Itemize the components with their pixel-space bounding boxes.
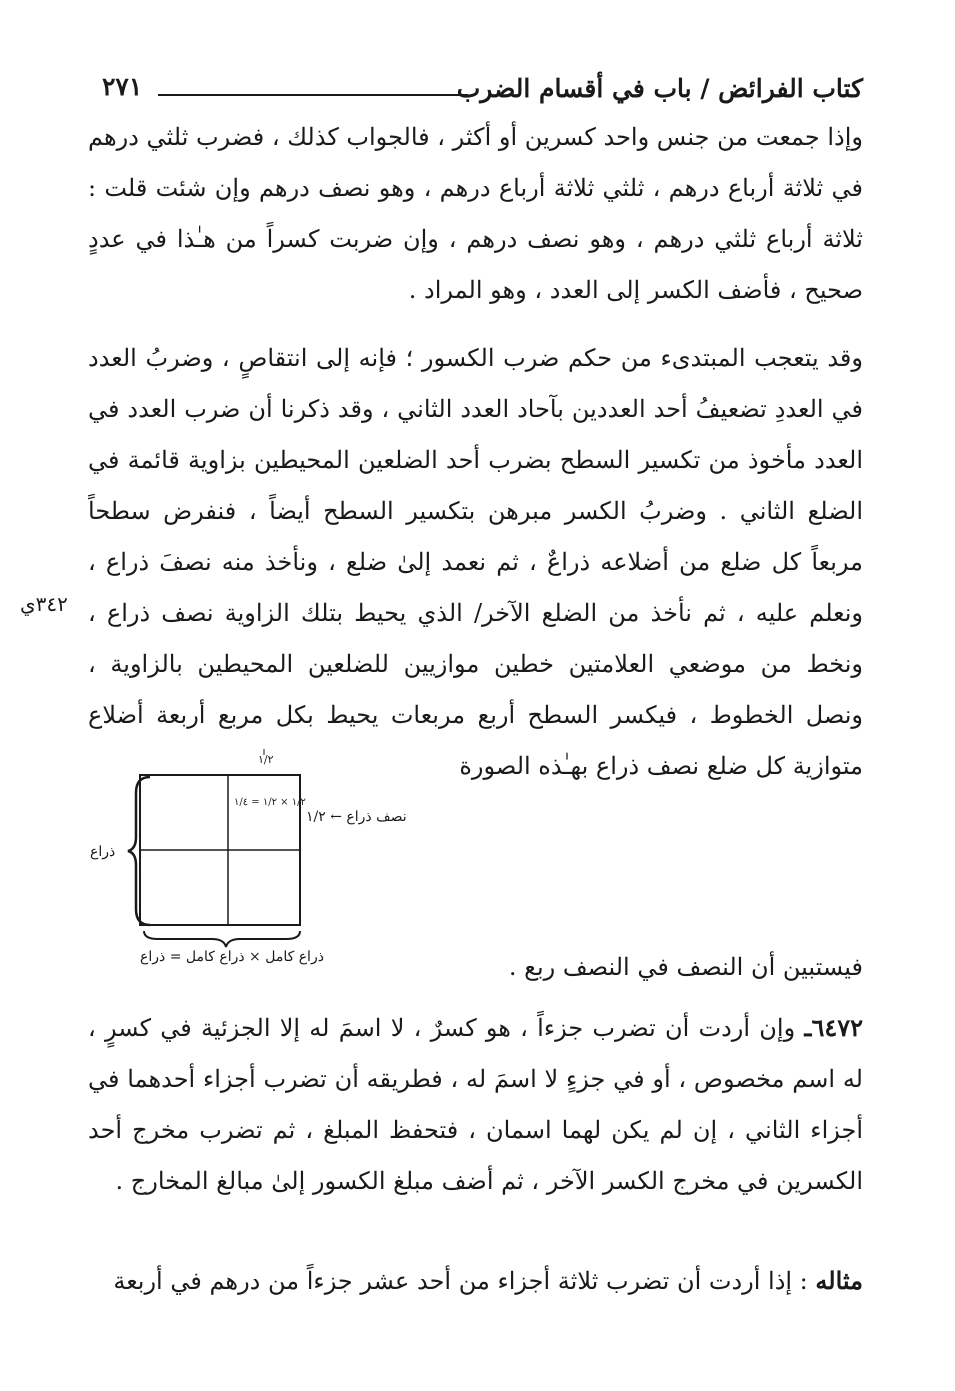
- fraction-square-diagram: [88, 745, 433, 975]
- chapter-title: كتاب الفرائض / باب في أقسام الضرب: [456, 74, 863, 103]
- paragraph-2: وقد يتعجب المبتدىء من حكم ضرب الكسور ؛ فإنه إلى انتقاصٍ ، وضربُ العدد في العددِ تضعيفُ أحد العددين بآحاد العدد الثاني ، وقد ذكرنا أن ضرب العدد في العدد مأخوذ من تكسير السطح بضرب أحد الضلعين المحيطين بزاوية قائمة في الضلع الثاني . وضربُ الكسر مبرهن بتكسير السطح أيضاً ، فنفرض سطحاً مربعاً كل ضلع من أضلاعه ذراعٌ ، ثم نعمد إلىٰ ضلع ، ونأخذ منه نصفَ ذراع ، ونعلم عليه ، ثم نأخذ من الضلع الآخر/ الذي يحيط بتلك الزاوية نصف ذراع ، ونخط من موضعي العلامتين خطين موازيين للضلعين المحيطين بالزاوية ، ونصل الخطوط ، فيكسر السطح أربع مربعات يحيط بكل مربع أربعة أضلاع متوازية كل ضلع نصف ذراع بهـٰذه الصورة: [88, 344, 864, 780]
- section-number: ٦٤٧٢ـ: [804, 1013, 863, 1042]
- page-number: ٢٧١: [102, 72, 143, 101]
- section-text: وإن أردت أن تضرب جزءاً ، هو كسرٌ ، لا اسمَ له إلا الجزئية في كسرٍ ، له اسم مخصوص ، أو في جزءٍ لا اسمَ له ، فطريقه أن تضرب أجزاء أحدهما في أجزاء الثاني ، إن لم يكن لهما اسمان ، فتحفظ المبلغ ، ثم تضرب مخرج أحد الكسرين في مخرج الكسر الآخر ، ثم أضف مبلغ الكسور إلىٰ مبالغ المخارج .: [88, 1014, 863, 1195]
- example-text: : إذا أردت أن تضرب ثلاثة أجزاء من أحد عشر جزءاً من درهم في أربعة: [113, 1267, 816, 1295]
- running-header: [88, 72, 863, 112]
- margin-manuscript-note: ٣٤٢ي: [20, 592, 68, 616]
- figure-conclusion: فيستبين أن النصف في النصف ربع .: [508, 953, 863, 981]
- cubit-side-label: ذراع: [90, 844, 116, 860]
- half-cubit-arrow-label: نصف ذراع ← ١/٢: [306, 809, 407, 825]
- example-line: [88, 1255, 863, 1307]
- paragraph-1: وإذا جمعت من جنس واحد كسرين أو أكثر ، فالجواب كذلك ، فضرب ثلثي درهم في ثلاثة أرباع درهم ، ثلثي ثلاثة أرباع درهم ، وهو نصف درهم وإن شئت قلت : ثلاثة أرباع ثلثي درهم ، وهو نصف درهم ، وإن ضربت كسراً من هـٰذا في عددٍ صحيح ، فأضف الكسر إلى العدد ، وهو المراد .: [88, 123, 863, 304]
- top-fraction-label: ١/٢: [258, 753, 274, 766]
- example-label: مثاله: [815, 1266, 863, 1295]
- cell-fraction-equation: ١/٢ × ١/٢ = ١/٤: [234, 797, 306, 808]
- header-rule: [158, 94, 468, 96]
- bottom-brace: [144, 931, 300, 947]
- full-cubit-product-label: ذراع كامل × ذراع كامل = ذراع: [140, 949, 324, 965]
- diagram-svg: [88, 745, 433, 975]
- section-6472: [88, 1002, 863, 1207]
